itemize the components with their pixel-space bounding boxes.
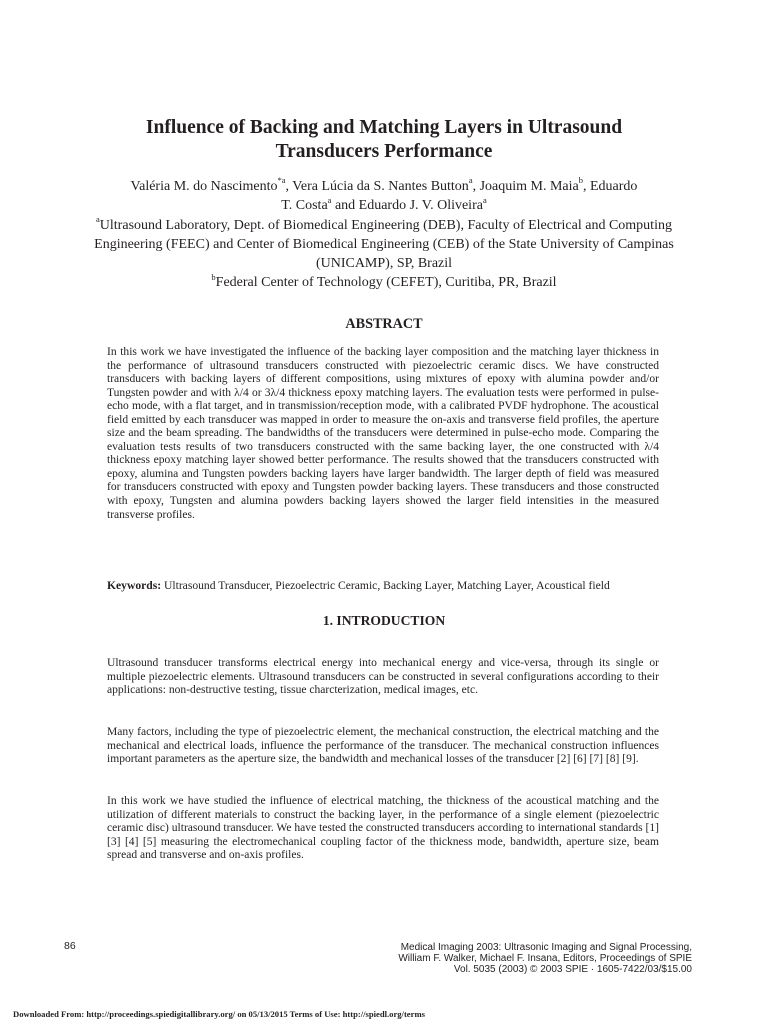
intro-paragraph-3: In this work we have studied the influence of electrical matching, the thickness of the acoustical matching and the utilization of different materials to construct the backing layer, in the performance of a single element (piezoelectric ceramic disc) ultrasound transducer. We have tested the constructed transducers according to international standards [1] [3] [4] [5] measuring the electromechanical coupling factor of the thickness mode, bandwidth, aperture size, beam spread and transverse and on-axis profiles. <box>107 795 659 862</box>
paper-title <box>80 116 688 164</box>
abstract-text: In this work we have investigated the influence of the backing layer composition and the matching layer thickness in the performance of ultrasound transducers constructed with piezoelectric ceramic discs. We have constructed transducers with backing layers of different compositions, using mixtures of epoxy with alumina powder and/or Tungsten powder and with λ/4 or 3λ/4 thickness epoxy matching layers. The evaluation tests were performed in pulse-echo mode, with a flat target, and in transmission/reception mode, with a calibrated PVDF hydrophone. The acoustical field emitted by each transducer was mapped in order to measure the on-axis and transverse field profiles, the aperture size and the beam spreading. The bandwidths of the transducers were determined in pulse-echo mode. Comparing the evaluation tests results of two transducers constructed with the same backing layer, the one constructed with λ/4 thickness epoxy matching layer showed better performance. The results showed that the transducers constructed with epoxy, alumina and Tungsten powders backing layers have larger bandwidth. The larger depth of field was measured for transducers constructed with epoxy and Tungsten powder backing layers. These transducers and those constructed with epoxy, Tungsten and alumina powders backing layers showed the larger field intensities in the measured transverse profiles. <box>107 346 659 521</box>
author-block <box>80 177 688 293</box>
intro-paragraph-1: Ultrasound transducer transforms electrical energy into mechanical energy and vice-versa, through its single or multiple piezoelectric elements. Ultrasound transducers can be constructed in several configurations according to their applications: non-destructive testing, tissue charcterization, medical images, etc. <box>107 657 659 697</box>
keywords-text: Ultrasound Transducer, Piezoelectric Ceramic, Backing Layer, Matching Layer, Acoustical field <box>161 579 610 592</box>
paper-title-line-1: Influence of Backing and Matching Layers in Ultrasound <box>145 117 623 138</box>
affiliation-text: Federal Center of Technology (CEFET), Curitiba, PR, Brazil <box>215 275 557 291</box>
author-superscript: b <box>578 175 583 186</box>
author-name: and Eduardo J. V. Oliveira <box>331 198 483 214</box>
download-notice: Downloaded From: http://proceedings.spiedigitallibrary.org/ on 05/13/2015 Terms of Use: http://spiedl.org/terms <box>13 1009 425 1019</box>
affiliation-a <box>80 213 688 274</box>
abstract-heading: ABSTRACT <box>345 316 423 332</box>
section-heading-introduction: 1. INTRODUCTION <box>322 613 446 628</box>
author-superscript: a <box>468 175 473 186</box>
citation-line-2: William F. Walker, Michael F. Insana, Editors, Proceedings of SPIE <box>398 953 692 965</box>
author-name: , Eduardo <box>583 179 638 194</box>
author-list <box>80 177 688 216</box>
citation-line-1: Medical Imaging 2003: Ultrasonic Imaging and Signal Processing, <box>400 942 692 953</box>
author-name: , Joaquim M. Maia <box>472 179 579 194</box>
affiliation-text: Ultrasound Laboratory, Dept. of Biomedical Engineering (DEB), Faculty of Electrical and Computing Engineering (FEEC) and Center of Biomedical Engineering (CEB) of the State University of Campinas (UNICAMP), SP, Brazil <box>94 217 674 272</box>
keywords-label: Keywords: <box>107 579 162 592</box>
author-superscript: *a <box>277 175 286 186</box>
citation-line-3: Vol. 5035 (2003) © 2003 SPIE · 1605-7422/03/$15.00 <box>453 964 692 976</box>
keywords-line <box>107 579 659 593</box>
publication-citation <box>398 942 692 976</box>
author-superscript: a <box>482 194 487 205</box>
affiliation-superscript: b <box>211 271 216 282</box>
page-number: 86 <box>64 940 76 952</box>
intro-paragraph-2: Many factors, including the type of piezoelectric element, the mechanical construction, the electrical matching and the mechanical and electrical loads, influence the performance of the transducer. The mechanical construction influences important parameters as the aperture size, the bandwidth and mechanical losses of the transducer [2] [6] [7] [8] [9]. <box>107 726 659 766</box>
author-superscript: a <box>327 194 332 205</box>
affiliation-superscript: a <box>96 213 100 224</box>
author-name: , Vera Lúcia da S. Nantes Button <box>285 179 469 194</box>
paper-title-line-2: Transducers Performance <box>275 141 493 162</box>
author-name: T. Costa <box>281 198 328 214</box>
author-name: Valéria M. do Nascimento <box>130 179 278 194</box>
affiliation-b <box>80 273 688 292</box>
